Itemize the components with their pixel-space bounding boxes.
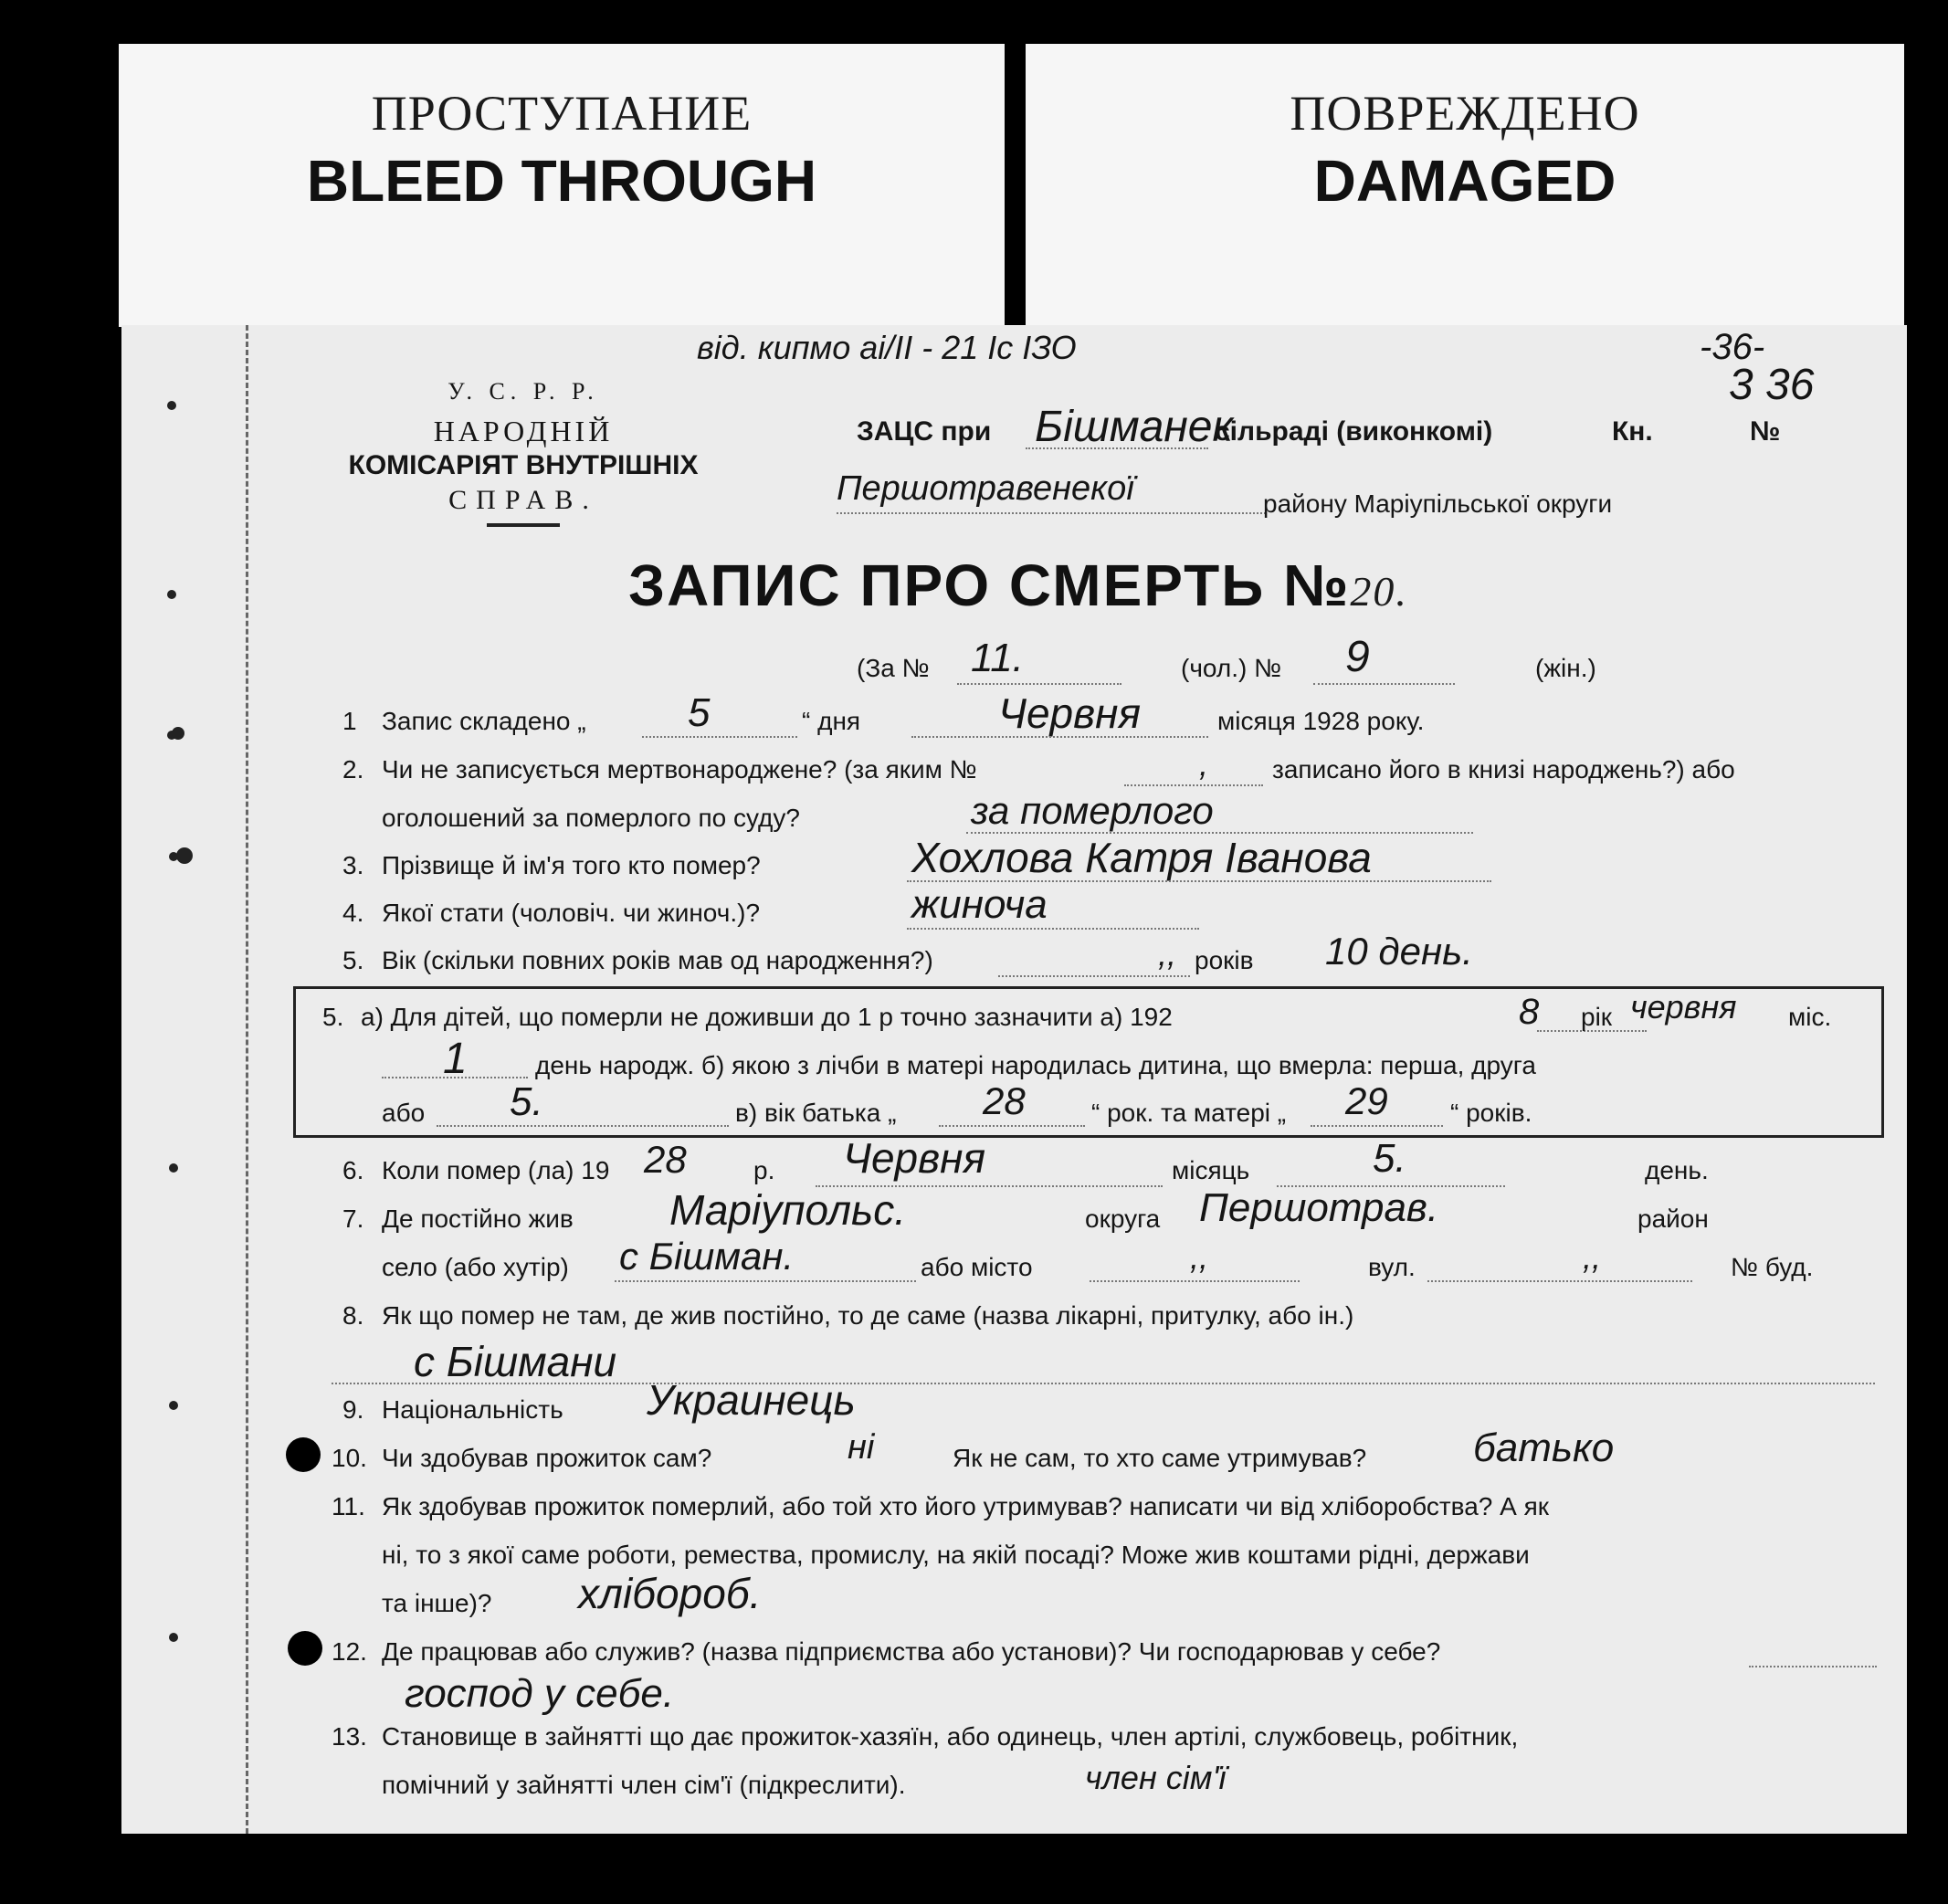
zags-district: Першотравенекої [837,469,1134,508]
row6-num: 6. [342,1156,364,1184]
row9-num: 9. [342,1395,364,1424]
gov-line-ussr: У. С. Р. Р. [448,378,599,405]
row1-num: 1 [342,707,357,735]
row7-misto-val: ,, [1190,1238,1209,1276]
row6-mis: місяць [1172,1156,1250,1184]
zags-prefix: ЗАЦС при [857,416,992,447]
row3-val: Хохлова Катря Іванова [911,834,1372,881]
row6-month: Червня [843,1134,986,1182]
row5a-father-label: в) вік батька „ [735,1099,897,1127]
row8-label: Як що помер не там, де жив постійно, то де саме (назва лікарні, притулку, або ін.) [382,1301,1354,1330]
row9-val: Украинець [647,1376,856,1424]
gov-header [304,378,742,527]
zags-district-line [837,512,1266,514]
zags-village-line [1026,447,1208,449]
row5-val1-line [998,975,1190,977]
row13-val: член сім'ї [1085,1759,1227,1796]
row13-line1: Становище в зайнятті що дає прожиток-хазяїн, або одинець, член артілі, службовець, робітник, [382,1722,1519,1751]
za-female-label: (жін.) [1535,654,1596,682]
row11-line3: та інше)? [382,1589,492,1617]
binding-hole [167,401,176,410]
za-female-no: 9 [1345,633,1370,681]
binding-hole [167,590,176,599]
row5-num: 5. [342,946,364,974]
row7-selo-label: село (або хутір) [382,1253,569,1281]
row5-label: Вік (скільки повних років мав од народження?) [382,946,933,974]
za-male-line [957,683,1121,685]
row7-vul-val: ,, [1583,1238,1602,1276]
row5a-num: 5. [322,1003,344,1031]
row13-line2: помічний у зайнятті член сім'ї (підкреслити). [382,1771,906,1799]
row5a-end: “ років. [1450,1099,1532,1127]
row8-val-line [332,1383,1875,1384]
bleed-through-en: BLEED THROUGH [306,148,817,214]
row7-vul: вул. [1368,1253,1416,1281]
binding-hole [169,1633,178,1642]
row1-mid: “ дня [802,707,861,735]
za-male-label: (чол.) № [1181,654,1282,682]
row2-label2: оголошений за померлого по суду? [382,804,800,832]
row2-label1: Чи не записується мертвонароджене? (за яким № [382,755,977,784]
row5-mid: років [1195,946,1254,974]
punch-hole [288,1631,322,1666]
row5a-day: 1 [443,1035,468,1083]
page-mark-2: 3 36 [1729,361,1815,409]
row7-okruga-val: Маріупольс. [669,1186,907,1234]
bleed-through-label [119,44,1005,327]
row1-label: Запис складено „ [382,707,586,735]
row1-month-line [911,736,1208,738]
row12-num: 12. [332,1637,367,1666]
zags-num-label: № [1750,416,1781,447]
binding-hole [169,1163,178,1173]
bleed-through-ru: ПРОСТУПАНИЕ [371,86,753,141]
row5a-rik: рік [1581,1003,1613,1031]
row5a-line2: день народж. б) якою з лічби в матері народилась дитина, що вмерла: перша, друга [535,1051,1536,1079]
row5a-mis: міс. [1788,1003,1832,1031]
zags-kn-label: Кн. [1612,416,1653,447]
row7-rayon-val: Першотрав. [1199,1185,1439,1230]
row7-num: 7. [342,1204,364,1233]
row7-label: Де постійно жив [382,1204,574,1233]
gov-line-komisariat: КОМІСАРІЯТ ВНУТРІШНІХ [348,450,699,480]
row5a-father-age: 28 [983,1079,1026,1122]
page-mark-1: -36- [1700,327,1765,367]
row5a-father-line [939,1125,1085,1127]
row9-label: Національність [382,1395,563,1424]
row7-selo-line [615,1280,916,1282]
row7-bud: № буд. [1731,1253,1814,1281]
row5a-mother-age: 29 [1345,1079,1388,1122]
row10-val1: ні [848,1428,875,1467]
row1-day: 5 [688,690,711,735]
row6-day: 5. [1373,1136,1406,1181]
row6-den: день. [1645,1156,1709,1184]
row5-val2: 10 день. [1325,930,1473,973]
row3-num: 3. [342,851,364,879]
row7-okruga: округа [1085,1204,1161,1233]
row11-line1: Як здобував прожиток померлий, або той хто його утримував? написати чи від хліборобства? А як [382,1492,1550,1520]
row1-day-line [642,736,797,738]
row2-num: 2. [342,755,364,784]
row4-num: 4. [342,899,364,927]
row2-label1b: записано його в книзі народжень?) або [1272,755,1735,784]
row7-selo-val: с Бішман. [619,1235,795,1278]
za-female-line [1313,683,1455,685]
damaged-label [1026,44,1904,327]
binding-hole [172,727,184,740]
perforation-line [246,325,248,1834]
record-title [628,552,1408,619]
row5a-order: 5. [510,1079,543,1124]
row12-val: господ у себе. [405,1671,675,1716]
row10-val2: батько [1473,1425,1615,1470]
row7-misto-line [1090,1280,1300,1282]
gov-line-sprav: СПРАВ. [448,485,598,515]
row5a-order-line [437,1125,729,1127]
zags-district-suffix: району Маріупільської округи [1263,489,1613,518]
row10-mid: Як не сам, то хто саме утримував? [953,1444,1367,1472]
row4-val: жиноча [911,882,1048,927]
damaged-en: DAMAGED [1313,148,1616,214]
row7-misto: або місто [921,1253,1033,1281]
binding-hole [169,1401,178,1410]
row11-val: хлібороб. [578,1570,762,1617]
row12-label: Де працював або служив? (назва підприємства або установи)? Чи господарював у себе? [382,1637,1441,1666]
row6-label: Коли помер (ла) 19 [382,1156,610,1184]
row2-val1-line [1124,784,1263,786]
row10-label: Чи здобував прожиток сам? [382,1444,712,1472]
row5a-year-digit: 8 [1519,992,1540,1032]
row6-year: 28 [644,1138,687,1181]
row4-label: Якої стати (чоловіч. чи жиноч.)? [382,899,761,927]
row6-r: р. [753,1156,775,1184]
damaged-ru: ПОВРЕЖДЕНО [1290,86,1640,141]
death-record-sheet [121,325,1907,1834]
row5a-mother-line [1311,1125,1443,1127]
row11-num: 11. [332,1492,365,1520]
row1-month: Червня [998,689,1142,737]
row3-label: Прізвище й ім'я того кто помер? [382,851,761,879]
gov-line-narodniy: НАРОДНІЙ [433,415,614,447]
top-handwritten-note: від. кипмо аі/ІІ - 21 Іс ІЗО [697,329,1077,366]
gov-rule [487,523,560,527]
row13-num: 13. [332,1722,367,1751]
row8-val: с Бішмани [414,1338,617,1385]
record-number: 20. [1350,568,1408,615]
row5-val1: ,, [1158,935,1177,973]
za-prefix: (За № [857,654,930,682]
row7-vul-line [1427,1280,1692,1282]
row5a-abo: або [382,1099,426,1127]
row1-end: місяця 1928 року. [1217,707,1425,735]
row4-val-line [907,928,1199,930]
row2-val1: , [1199,745,1209,783]
row2-val2: за померлого [971,789,1214,832]
binding-hole [176,847,193,864]
row11-line2: ні, то з якої саме роботи, ремества, промислу, на якій посаді? Може жив коштами рідні, держави [382,1541,1530,1569]
punch-hole [286,1437,321,1472]
row12-label-line [1749,1666,1877,1667]
row7-rayon: район [1637,1204,1709,1233]
zags-village: Бішманек [1035,403,1234,451]
record-title-text: ЗАПИС ПРО СМЕРТЬ № [628,552,1351,618]
row8-num: 8. [342,1301,364,1330]
row5a-month: червня [1630,988,1737,1026]
zags-suffix: сільраді (виконкомі) [1215,416,1493,447]
row5a-line1: а) Для дітей, що померли не доживши до 1 р точно зазначити а) 192 [361,1003,1173,1031]
row10-num: 10. [332,1444,367,1472]
row5a-mother-label: “ рок. та матері „ [1091,1099,1287,1127]
za-male-no: 11. [971,636,1024,680]
